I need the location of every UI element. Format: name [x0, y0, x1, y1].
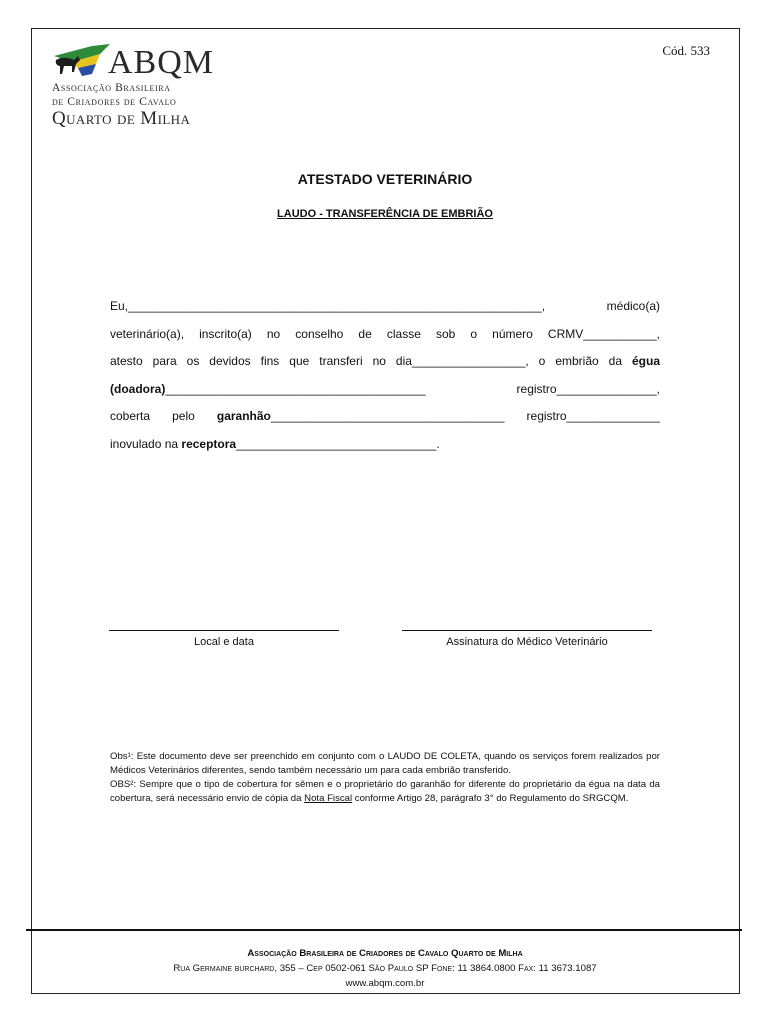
document-subtitle: LAUDO - TRANSFERÊNCIA DE EMBRIÃO: [277, 208, 493, 220]
coberta-text: coberta pelo: [110, 409, 195, 423]
vet-signature-label: Assinatura do Médico Veterinário: [446, 636, 608, 648]
declaration-line: [110, 379, 660, 407]
veterinarian-name-blank: ______________________________________________________________, médico(a): [128, 299, 660, 313]
garanhao-label: garanhão: [216, 409, 271, 423]
observations: [110, 750, 660, 806]
garanhao-blank: ___________________________________ registro______________: [270, 409, 660, 423]
document-code: Cód. 533: [662, 43, 710, 58]
text-eu: Eu,: [110, 299, 129, 313]
document-title: ATESTADO VETERINÁRIO: [297, 171, 473, 187]
local-date-signature: [109, 620, 339, 648]
footer-address: Rua Germaine burchard, 355 – Cep 0502-061 São Paulo SP Fone: 11 3864.0800 Fax: 11 3673.1087: [173, 963, 597, 974]
footer-website: www.abqm.com.br: [345, 978, 425, 989]
logo-acronym: ABQM: [108, 44, 215, 81]
transfer-date-text: atesto para os devidos fins que transferi no dia_________________, o embrião da: [110, 354, 623, 368]
declaration-line: [110, 296, 660, 324]
declaration-line: [110, 351, 660, 379]
abqm-logo: [52, 42, 222, 132]
horse-logo-icon: [52, 42, 112, 80]
obs-2-text: OBS²: Sempre que o tipo de cobertura for sêmen e o proprietário do garanhão for diferente do proprietário da égua na data da cobertura, será necessário envio de cópia da: [110, 779, 660, 804]
obs-2-text-end: conforme Artigo 28, parágrafo 3° do Regulamento do SRGCQM.: [354, 793, 629, 804]
logo-line-1: Associação Brasileira: [52, 82, 171, 94]
obs-2: [110, 778, 660, 806]
receptora-label: receptora: [181, 436, 237, 451]
inovulado-text: inovulado na: [110, 436, 179, 451]
crmv-text: veterinário(a), inscrito(a) no conselho de classe sob o número CRMV___________,: [110, 326, 660, 341]
nota-fiscal-text: Nota Fiscal: [304, 793, 353, 804]
egua-label: égua: [632, 354, 661, 368]
logo-line-3: Quarto de Milha: [52, 108, 191, 129]
declaration-line: [110, 406, 660, 434]
signature-line: [109, 620, 339, 631]
local-date-label: Local e data: [194, 636, 254, 648]
logo-line-2: de Criadores de Cavalo: [52, 96, 177, 108]
declaration-body: [110, 296, 660, 461]
footer-org-name: Associação Brasileira de Criadores de Cavalo Quarto de Milha: [247, 948, 523, 959]
declaration-line: [110, 434, 660, 462]
doadora-blank: _______________________________________ registro_______________,: [165, 381, 660, 396]
doadora-label: (doadora): [110, 381, 166, 396]
vet-signature: [402, 620, 652, 648]
receptora-blank: ______________________________.: [236, 436, 440, 451]
signature-line: [402, 620, 652, 631]
obs-1: Obs¹: Este documento deve ser preenchido em conjunto com o LAUDO DE COLETA, quando os serviços forem realizados por Médicos Veterinários diferentes, sendo também necessário um para cada embrião transferido.: [110, 751, 660, 776]
declaration-line: [110, 324, 660, 352]
footer: [0, 946, 770, 991]
footer-divider: [26, 929, 742, 931]
